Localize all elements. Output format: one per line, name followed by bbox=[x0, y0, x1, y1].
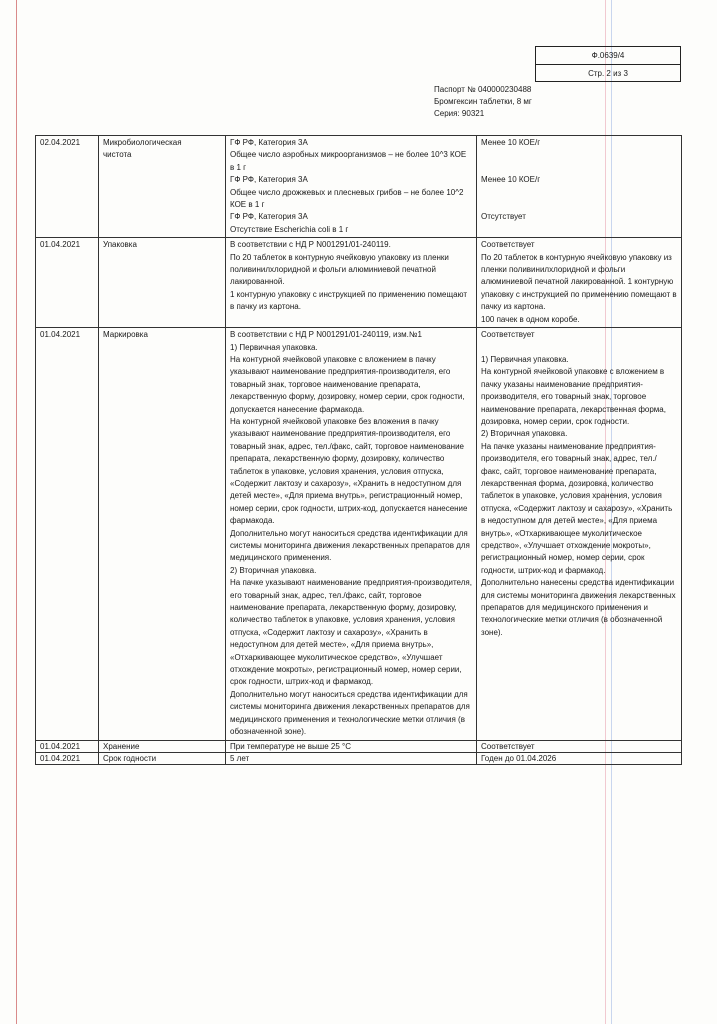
row-result: Соответствует 1) Первичная упаковка. На контурной ячейковой упаковке с вложением в пачку указаны наименование предприятия-производителя, его товарный знак, торговое наименование препарата, лекарственная форма, дозировка, номер серии, срок годности. 2) Вторичная упаковка. На пачке указаны наименование предприятия-производителя, его товарный знак, адрес, тел./факс, сайт, торговое наименование препарата, лекарственная форма, дозировка, количество таблеток в упаковке, условия хранения, условия отпуска, «Содержит лактозу и сахарозу», «Хранить в недоступном для детей месте», «Для приема внутрь», «Отхаркивающее муколитическое средство», «Улучшает отхождение мокроты», регистрационный номер, номер серии, срок годности, штрих-код и фармакод. Дополнительно нанесены средства идентификации для системы мониторинга движения лекарственных препаратов для медицинского применения и технологические метки отличия (в обозначенной зоне). bbox=[477, 328, 682, 740]
row-requirement: При температуре не выше 25 °С bbox=[226, 740, 477, 752]
row-date: 01.04.2021 bbox=[36, 752, 99, 764]
table-row bbox=[36, 328, 682, 740]
series-number: Серия: 90321 bbox=[434, 109, 485, 118]
row-result: Годен до 01.04.2026 bbox=[477, 752, 682, 764]
page-number: Стр. 2 из 3 bbox=[588, 69, 628, 78]
row-requirement: ГФ РФ, Категория 3А Общее число аэробных микроорганизмов – не более 10^3 КОЕ в 1 г ГФ РФ, Категория 3А Общее число дрожжевых и плесневых грибов – не более 10^2 КОЕ в 1 г ГФ РФ, Категория 3А Отсутствие Escherichia coli в 1 г bbox=[226, 136, 477, 238]
passport-header bbox=[434, 84, 532, 120]
row-date: 01.04.2021 bbox=[36, 740, 99, 752]
table-row bbox=[36, 238, 682, 328]
table-row bbox=[36, 752, 682, 764]
passport-number: Паспорт № 040000230488 bbox=[434, 85, 532, 94]
row-result: Менее 10 КОЕ/г Менее 10 КОЕ/г Отсутствует bbox=[477, 136, 682, 238]
product-name: Бромгексин таблетки, 8 мг bbox=[434, 97, 532, 106]
left-margin-line bbox=[16, 0, 17, 1024]
row-parameter: Хранение bbox=[99, 740, 226, 752]
row-date: 01.04.2021 bbox=[36, 328, 99, 740]
form-code-box bbox=[535, 46, 681, 82]
form-code: Ф.0639/4 bbox=[536, 47, 680, 65]
row-result: Соответствует bbox=[477, 740, 682, 752]
row-requirement: 5 лет bbox=[226, 752, 477, 764]
row-result: Соответствует По 20 таблеток в контурную ячейковую упаковку из пленки поливинилхлоридной и фольги алюминиевой печатной лакированной. 1 контурную упаковку с инструкцией по применению помещают в пачку из картона. 100 пачек в одном коробе. bbox=[477, 238, 682, 328]
row-parameter: Маркировка bbox=[99, 328, 226, 740]
row-requirement: В соответствии с НД Р N001291/01-240119, изм.№1 1) Первичная упаковка. На контурной ячейковой упаковке с вложением в пачку указывают наименование предприятия-производителя, его товарный знак, торговое наименование препарата, лекарственную форму, дозировку, номер серии, срок годности, допускается нанесение фармакода. На контурной ячейковой упаковке без вложения в пачку указывают наименование предприятия-производителя, его товарный знак, адрес, тел./факс, сайт, торговое наименование препарата, лекарственную форму, дозировку, количество таблеток в упаковке, условия хранения, условия отпуска, «Содержит лактозу и сахарозу», «Хранить в недоступном для детей месте», «Для приема внутрь», регистрационный номер, номер серии, срок годности, штрих-код, допускается нанесение фармакода. Дополнительно могут наноситься средства идентификации для системы мониторинга движения лекарственных препаратов для медицинского применения. 2) Вторичная упаковка. На пачке указывают наименование предприятия-производителя, его товарный знак, адрес, тел./факс, сайт, торговое наименование препарата, лекарственную форму, дозировку, количество таблеток в упаковке, условия хранения, условия отпуска, «Содержит лактозу и сахарозу», «Хранить в недоступном для детей месте», «Для приема внутрь», «Отхаркивающее муколитическое средство», «Улучшает отхождение мокроты», регистрационный номер, номер серии, срок годности, штрих-код и фармакод. Дополнительно могут наноситься средства идентификации для системы мониторинга движения лекарственных препаратов для медицинского применения и технологические метки отличия (в обозначенной зоне). bbox=[226, 328, 477, 740]
test-results-table bbox=[35, 135, 682, 765]
table-row bbox=[36, 136, 682, 238]
row-date: 02.04.2021 bbox=[36, 136, 99, 238]
row-parameter: Срок годности bbox=[99, 752, 226, 764]
row-parameter: Микробиологическая чистота bbox=[99, 136, 226, 238]
table-row bbox=[36, 740, 682, 752]
row-date: 01.04.2021 bbox=[36, 238, 99, 328]
row-requirement: В соответствии с НД Р N001291/01-240119. По 20 таблеток в контурную ячейковую упаковку из пленки поливинилхлоридной и фольги алюминиевой печатной лакированной. 1 контурную упаковку с инструкцией по применению помещают в пачку из картона. bbox=[226, 238, 477, 328]
row-parameter: Упаковка bbox=[99, 238, 226, 328]
